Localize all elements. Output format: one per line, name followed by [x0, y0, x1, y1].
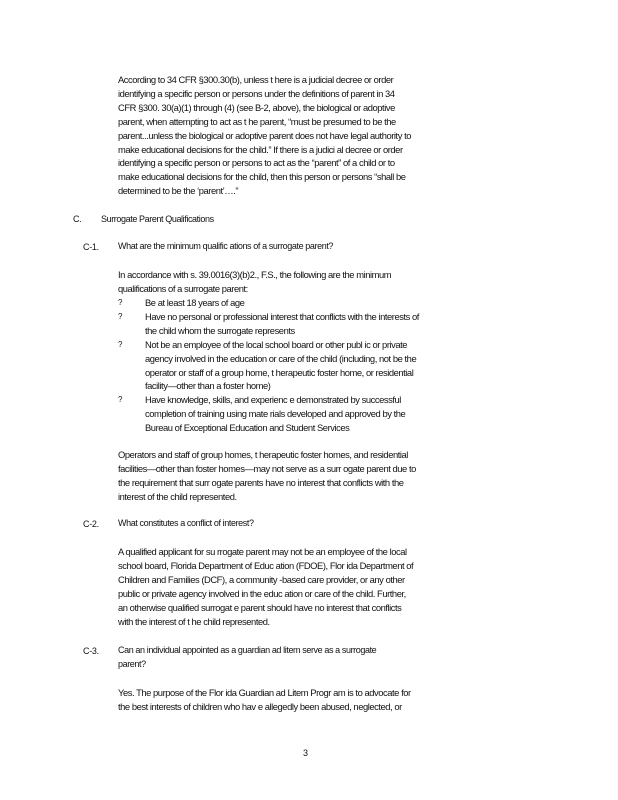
question-c2	[118, 517, 254, 531]
question-c3	[118, 644, 376, 672]
qualification-list	[118, 296, 419, 435]
list-item-line: Have no personal or professional interest that conflicts with the interests of	[145, 310, 419, 322]
list-item-line: Bureau of Exceptional Education and Student Services	[145, 422, 350, 434]
list-item	[118, 310, 419, 338]
question-number-c2: C-2.	[83, 519, 99, 529]
answer-line: interest of the child represented.	[118, 490, 237, 502]
question-line: What constitutes a conflict of interest?	[118, 518, 254, 528]
answer-line: In accordance with s. 39.0016(3)(b)2., F.S., the following are the minimum	[118, 269, 392, 280]
answer-line: the requirement that surr ogate parents have no interest that conflicts with the	[118, 476, 404, 488]
intro-line: determined to be the ‘parent’….”	[118, 185, 239, 197]
list-item-line: completion of training using mate rials developed and approved by the	[145, 408, 406, 420]
answer-line: facilities—other than foster homes—may not serve as a surr ogate parent due to	[118, 462, 416, 474]
list-item-line: the child whom the surrogate represents	[145, 324, 295, 336]
bullet-marker: ?	[118, 298, 122, 307]
intro-line: parent...unless the biological or adoptive parent does not have legal authority to	[118, 129, 412, 141]
question-c1	[118, 240, 333, 254]
page-number: 3	[303, 748, 309, 758]
answer-line: Children and Families (DCF), a community -based care provider, or any other	[118, 573, 405, 585]
list-item-line: Have knowledge, skills, and experienc e demonstrated by successful	[145, 394, 401, 406]
answer-line: qualifications of a surrogate parent:	[118, 282, 248, 294]
intro-paragraph	[118, 73, 411, 198]
intro-line: parent, when attempting to act as t he parent, “must be presumed to be the	[118, 115, 396, 127]
answer-line: the best interests of children who hav e allegedly been abused, neglected, or	[118, 700, 402, 712]
intro-line: make educational decisions for the child, then this person or persons “shall be	[118, 171, 406, 183]
answer-line: Operators and staff of group homes, t herapeutic foster homes, and residential	[118, 449, 408, 460]
bullet-marker: ?	[118, 311, 122, 321]
list-item-line: Be at least 18 years of age	[145, 297, 245, 308]
intro-line: identifying a specific person or persons under the definitions of parent in 34	[118, 87, 395, 99]
intro-line: CFR §300. 30(a)(1) through (4) (see B-2, above), the biological or adoptive	[118, 101, 395, 113]
list-item-line: Not be an employee of the local school board or other publ ic or private	[145, 338, 408, 350]
answer-line: with the interest of t he child represented.	[118, 615, 270, 627]
intro-line: identifying a specific person or persons to act as the “parent” of a child or to	[118, 157, 395, 169]
bullet-marker: ?	[118, 395, 122, 405]
list-item	[118, 338, 419, 394]
list-item	[118, 296, 419, 310]
section-letter: C.	[73, 214, 82, 224]
c1-answer-closing	[118, 448, 416, 504]
list-item	[118, 393, 419, 435]
answer-line: an otherwise qualified surrogat e parent should have no interest that conflicts	[118, 601, 402, 613]
list-item-line: facility—other than a foster home)	[145, 380, 271, 392]
section-title: Surrogate Parent Qualifications	[101, 214, 214, 224]
question-number-c1: C-1.	[83, 242, 99, 252]
c1-answer-intro	[118, 268, 391, 296]
answer-line: A qualified applicant for su rrogate parent may not be an employee of the local	[118, 546, 407, 557]
question-line: Can an individual appointed as a guardian ad litem serve as a surrogate	[118, 645, 377, 655]
c2-answer	[118, 545, 413, 628]
bullet-marker: ?	[118, 339, 122, 349]
c3-answer	[118, 686, 411, 714]
answer-line: school board, Florida Department of Educ ation (FDOE), Flor ida Department of	[118, 559, 414, 571]
question-line: parent?	[118, 658, 146, 669]
intro-line: make educational decisions for the child.” If there is a judici al decree or order	[118, 143, 403, 155]
answer-line: Yes. The purpose of the Flor ida Guardian ad Litem Progr am is to advocate for	[118, 687, 411, 698]
list-item-line: agency involved in the education or care of the child (including, not be the	[145, 352, 417, 364]
intro-line: According to 34 CFR §300.30(b), unless t here is a judicial decree or order	[118, 74, 394, 85]
question-line: What are the minimum qualific ations of a surrogate parent?	[118, 241, 334, 251]
list-item-line: operator or staff of a group home, t herapeutic foster home, or residential	[145, 366, 414, 378]
question-number-c3: C-3.	[83, 646, 99, 656]
answer-line: public or private agency involved in the educ ation or care of the child. Further,	[118, 587, 406, 599]
